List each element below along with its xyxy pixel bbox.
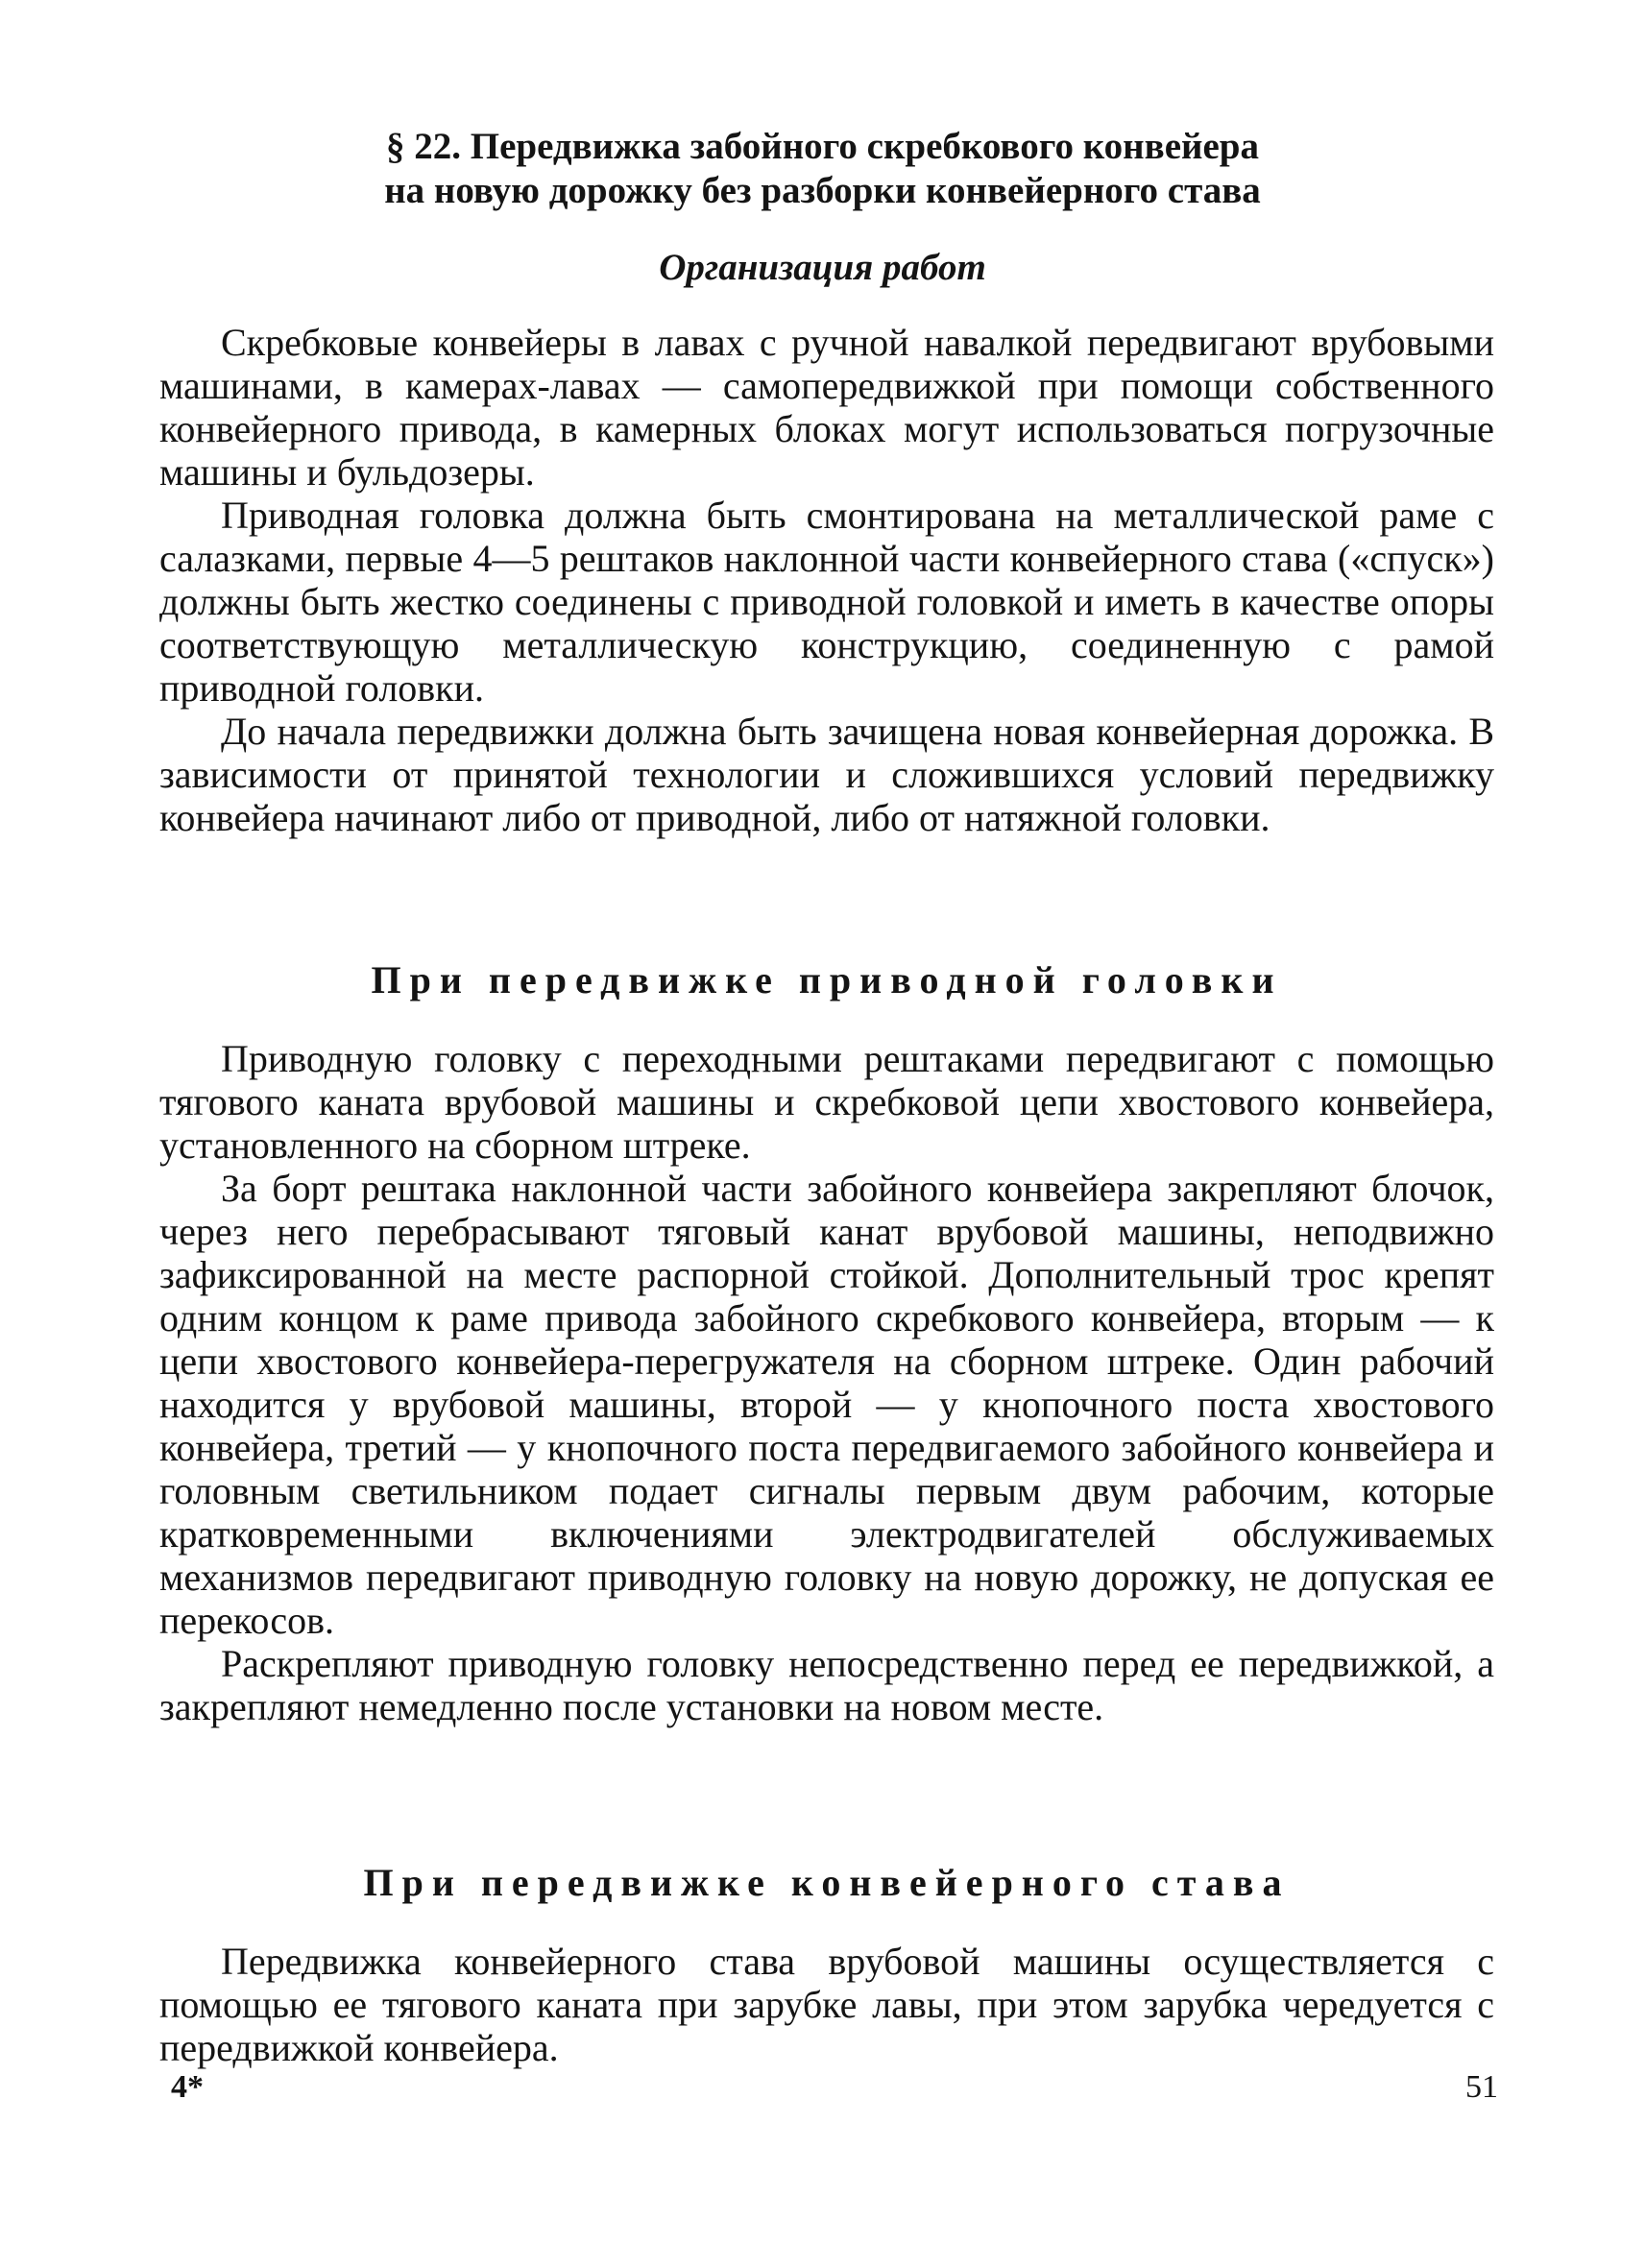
section-heading-drive-head: При передвижке приводной головки bbox=[371, 958, 1283, 1001]
section-heading-conveyor-frame: При передвижке конвейерного става bbox=[363, 1861, 1291, 1904]
text-block-conveyor-frame bbox=[159, 1940, 1494, 2069]
paragraph: Приводную головку с переходными рештаками передвигают с помощью тягового каната врубовой машины и скребковой цепи хвостового конвейера, установленного на сборном штреке. bbox=[159, 1037, 1494, 1167]
section-title bbox=[192, 125, 1453, 213]
paragraph: Скребковые конвейеры в лавах с ручной навалкой передвигают врубовыми машинами, в камерах-лавах — самопередвижкой при помощи собственного конвейерного привода, в камерных блоках могут использоваться погрузочные машины и бульдозеры. bbox=[159, 321, 1494, 494]
text-block-organization bbox=[159, 321, 1494, 839]
paragraph: Раскрепляют приводную головку непосредственно перед ее передвижкой, а закрепляют немедленно после установки на новом месте. bbox=[159, 1642, 1494, 1728]
page-number: 51 bbox=[1465, 2069, 1498, 2105]
section-title-line-1: § 22. Передвижка забойного скребкового конвейера bbox=[386, 126, 1259, 167]
paragraph: За борт рештака наклонной части забойного конвейера закрепляют блочок, через него перебрасывают тяговый канат врубовой машины, неподвижно зафиксированной на месте распорной стойкой. Дополнительный трос крепят одним концом к раме привода забойного скребкового конвейера, вторым — к цепи хвостового конвейера-перегружателя на сборном штреке. Один рабочий находится у врубовой машины, второй — у кнопочного поста хвостового конвейера, третий — у кнопочного поста передвигаемого забойного конвейера и головным светильником подает сигналы первым двум рабочим, которые кратковременными включениями электродвигателей обслуживаемых механизмов передвигают приводную головку на новую дорожку, не допуская ее перекосов. bbox=[159, 1167, 1494, 1642]
paragraph: Приводная головка должна быть смонтирована на металлической раме с салазками, первые 4—5 рештаков наклонной части конвейерного става («спуск») должны быть жестко соединены с приводной головкой и иметь в качестве опоры соответствующую металлическую конструкцию, соединенную с рамой приводной головки. bbox=[159, 494, 1494, 710]
text-block-drive-head bbox=[159, 1037, 1494, 1728]
subheading-organization: Организация работ bbox=[659, 247, 986, 288]
paragraph: Передвижка конвейерного става врубовой машины осуществляется с помощью ее тягового каната при зарубке лавы, при этом зарубка чередуется с передвижкой конвейера. bbox=[159, 1940, 1494, 2069]
printer-signature: 4* bbox=[171, 2069, 204, 2105]
section-title-line-2: на новую дорожку без разборки конвейерного става bbox=[384, 170, 1261, 211]
paragraph: До начала передвижки должна быть зачищена новая конвейерная дорожка. В зависимости от принятой технологии и сложившихся условий передвижку конвейера начинают либо от приводной, либо от натяжной головки. bbox=[159, 710, 1494, 839]
